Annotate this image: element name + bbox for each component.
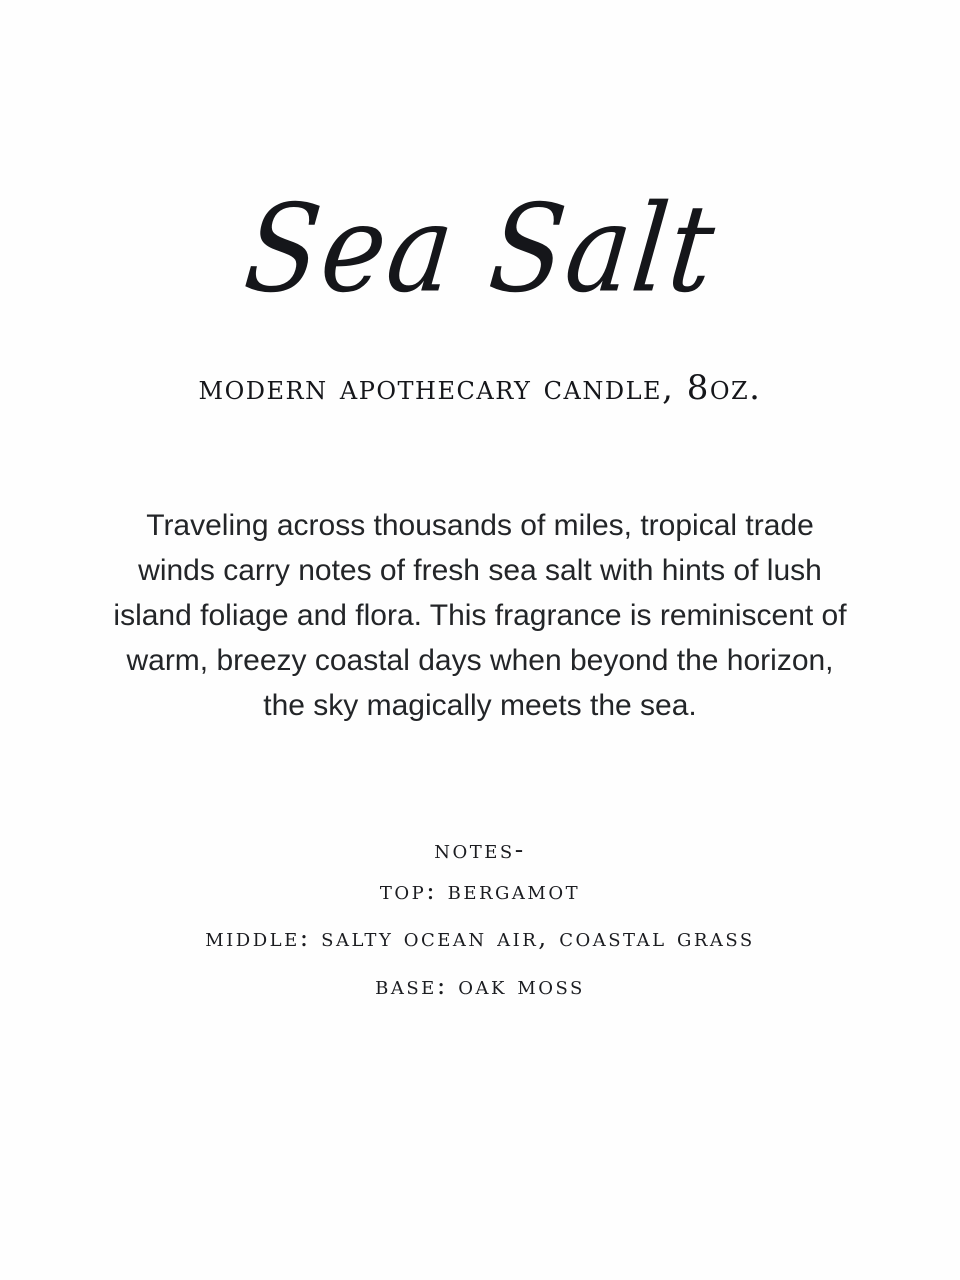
fragrance-notes xyxy=(205,834,755,1009)
product-subtitle: modern apothecary candle, 8oz. xyxy=(198,368,762,408)
note-line-base: base: oak moss xyxy=(375,970,585,1000)
notes-heading: notes- xyxy=(434,835,526,865)
product-name: Sea Salt xyxy=(238,179,722,320)
note-line-top: top: bergamot xyxy=(379,875,581,905)
note-line-middle: middle: salty ocean air, coastal grass xyxy=(205,923,755,953)
product-description: Traveling across thousands of miles, tropical trade winds carry notes of fresh sea salt with hints of lush island foliage and flora. This fragrance is reminiscent of warm, breezy coastal days when beyond the horizon, the sky magically meets the sea. xyxy=(113,509,847,723)
